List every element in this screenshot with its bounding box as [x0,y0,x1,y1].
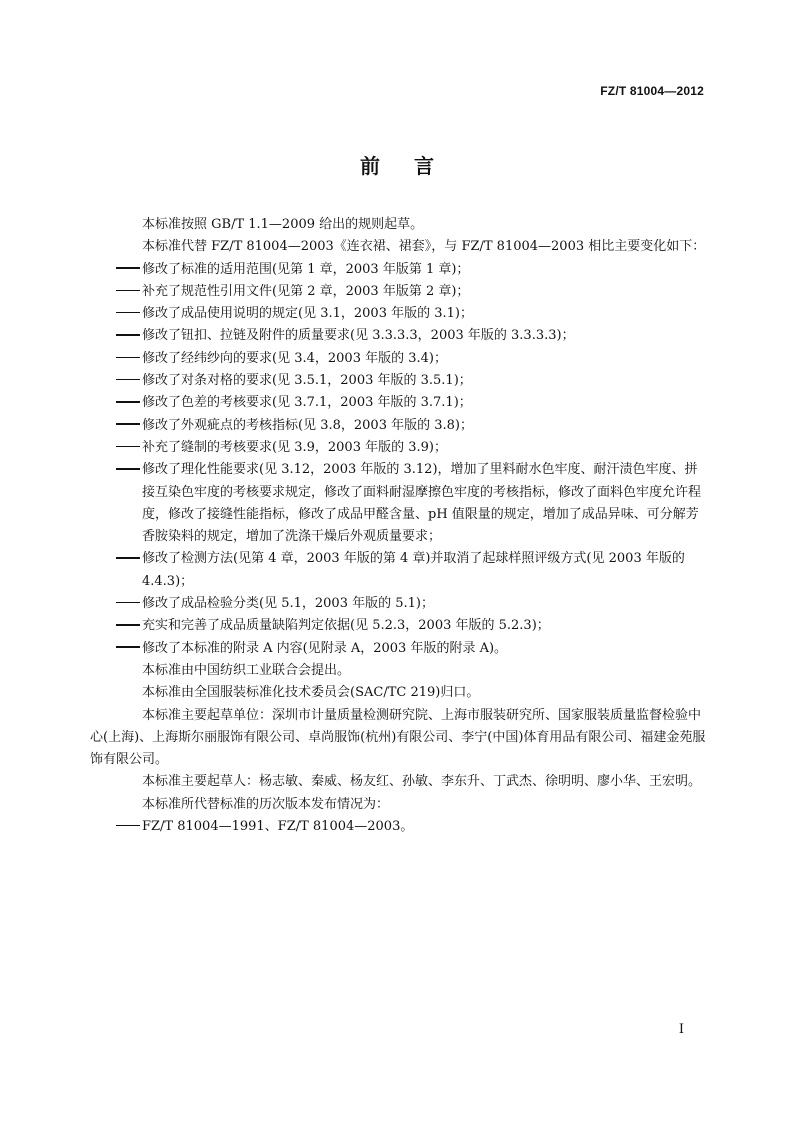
dash-icon [116,370,142,392]
dash-icon [116,325,142,347]
dash-icon [116,303,142,325]
list-item [116,548,706,593]
list-item-text: 修改了经纬纱向的要求(见 3.4，2003 年版的 3.4)； [142,350,447,366]
list-item [116,593,706,615]
dash-icon [116,415,142,437]
list-item [116,370,706,392]
list-item [116,459,706,548]
list-item [116,392,706,414]
list-item [116,348,706,370]
document-code: FZ/T 81004—2012 [600,84,704,98]
dash-icon [116,281,142,303]
list-item [116,415,706,437]
list-item-text: 修改了理化性能要求(见 3.12，2003 年版的 3.12)，增加了里料耐水色牢度、耐汗渍色牢度、拼接互染色牢度的考核要求规定，修改了面料耐湿摩擦色牢度的考核指标，修改了面料色牢度允许程度，修改了接缝性能指标，修改了成品甲醛含量、pH 值限量的规定，增加了成品异味、可分解芳香胺染料的规定，增加了洗涤干燥后外观质量要求； [142,462,702,545]
history-list-item [116,816,706,838]
list-item-text: 修改了检测方法(见第 4 章，2003 年版的第 4 章)并取消了起球样照评级方式(见 2003 年版的 4.4.3)； [142,551,685,589]
dash-icon [116,259,142,281]
dash-icon [116,459,142,481]
history-intro-paragraph: 本标准所代替标准的历次版本发布情况为： [142,796,390,812]
page-number: I [678,1022,684,1037]
intro-paragraph: 本标准按照 GB/T 1.1—2009 给出的规则起草。 [142,217,424,232]
list-item-text: 修改了钮扣、拉链及附件的质量要求(见 3.3.3.3，2003 年版的 3.3.3.3)； [142,328,575,344]
list-item-text: 修改了对条对格的要求(见 3.5.1，2003 年版的 3.5.1)； [142,373,472,389]
list-item-text: 修改了成品检验分类(见 5.1，2003 年版的 5.1)； [142,596,434,612]
dash-icon [116,392,142,414]
proposer-paragraph: 本标准由中国纺织工业联合会提出。 [142,662,351,678]
dash-icon [116,593,142,615]
list-item-text: FZ/T 81004—1991、FZ/T 81004—2003。 [142,819,414,835]
list-item [116,303,706,325]
list-item-text: 修改了成品使用说明的规定(见 3.1，2003 年版的 3.1)； [142,306,473,322]
dash-icon [116,348,142,370]
foreword-body [90,214,706,838]
drafters-paragraph: 本标准主要起草人：杨志敏、秦威、杨友红、孙敏、李东升、丁武杰、徐明明、廖小华、王宏明。 [142,774,702,790]
dash-icon [116,437,142,459]
dash-icon [116,615,142,637]
dash-icon [116,816,142,838]
list-item-text: 补充了缝制的考核要求(见 3.9，2003 年版的 3.9)； [142,439,447,455]
dash-icon [116,638,142,660]
intro-paragraph: 本标准代替 FZ/T 81004—2003《连衣裙、裙套》，与 FZ/T 81004—2003 相比主要变化如下： [142,239,706,255]
list-item [116,437,706,459]
page-title: 前言 [360,154,468,178]
dash-icon [116,548,142,570]
list-item [116,638,706,660]
list-item-text: 修改了本标准的附录 A 内容(见附录 A，2003 年版的附录 A)。 [142,640,508,656]
list-item-text: 充实和完善了成品质量缺陷判定依据(见 5.2.3，2003 年版的 5.2.3)； [142,618,550,634]
list-item [116,325,706,347]
list-item [116,615,706,637]
list-item [116,259,706,281]
list-item [116,281,706,303]
committee-paragraph: 本标准由全国服装标准化技术委员会(SAC/TC 219)归口。 [142,685,480,701]
list-item-text: 修改了标准的适用范围(见第 1 章，2003 年版第 1 章)； [142,261,470,277]
drafting-units-paragraph: 本标准主要起草单位：深圳市计量质量检测研究院、上海市服装研究所、国家服装质量监督检验中心(上海)、上海斯尔丽服饰有限公司、卓尚服饰(杭州)有限公司、李宁(中国)体育用品有限公司、福建金苑服饰有限公司。 [90,707,706,768]
list-item-text: 补充了规范性引用文件(见第 2 章，2003 年版第 2 章)； [142,283,470,299]
list-item-text: 修改了色差的考核要求(见 3.7.1，2003 年版的 3.7.1)； [142,395,472,411]
changes-list [116,259,706,660]
list-item-text: 修改了外观疵点的考核指标(见 3.8，2003 年版的 3.8)； [142,417,473,433]
